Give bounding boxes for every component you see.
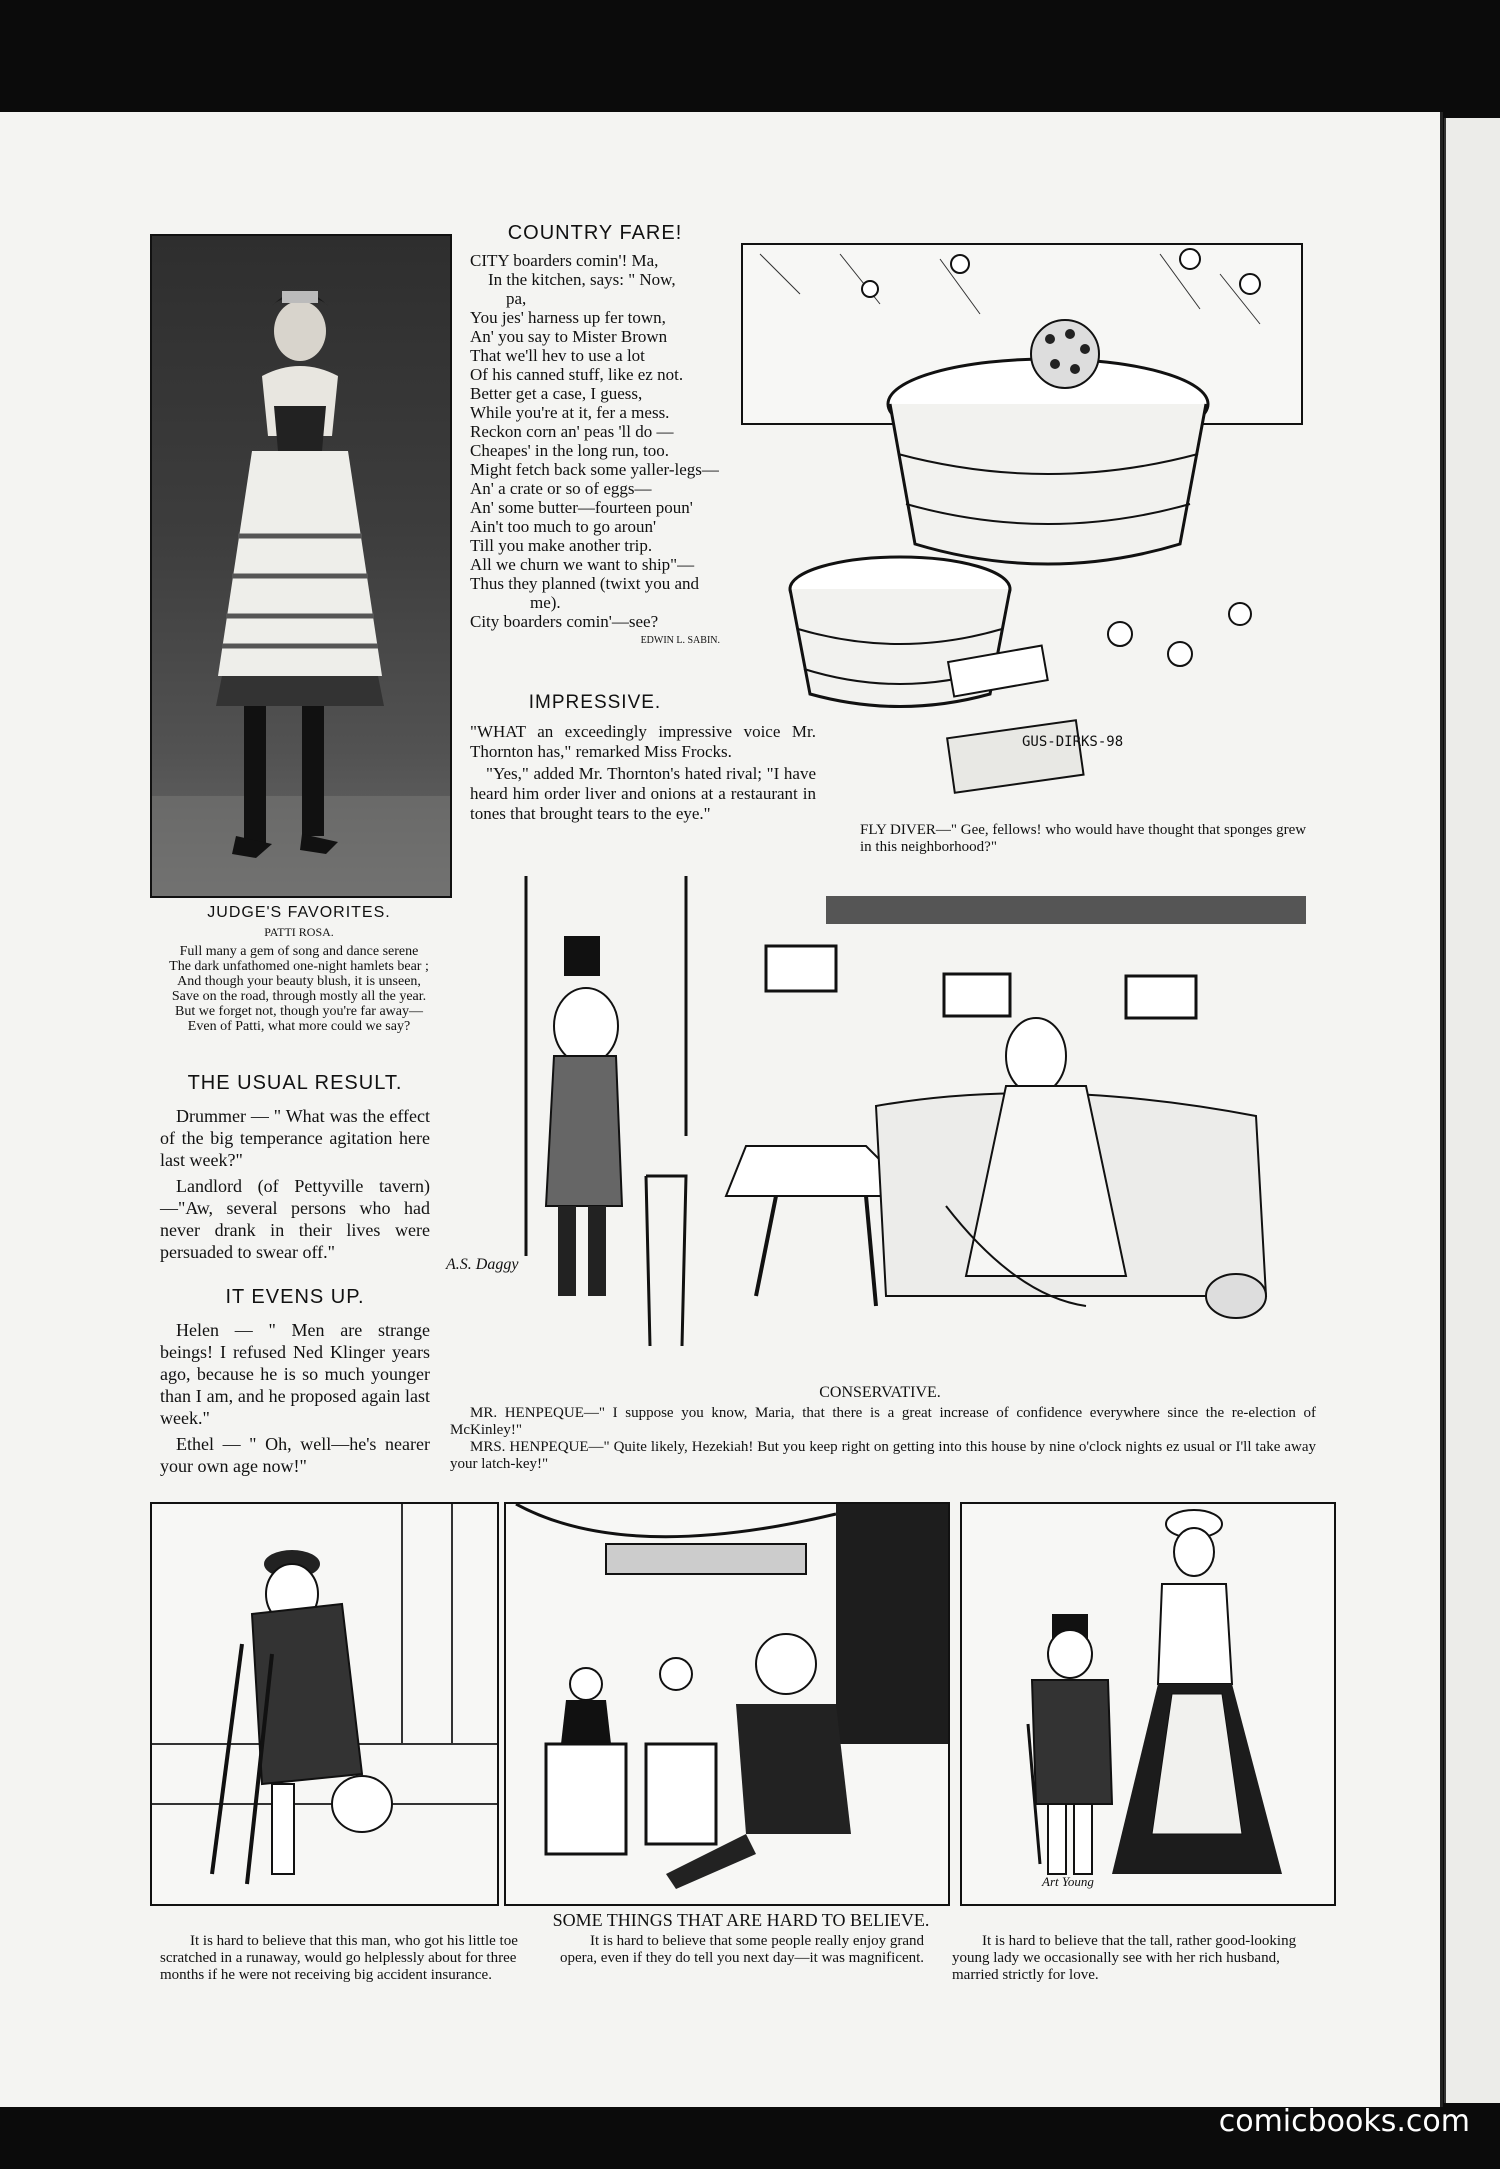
- next-page-edge: [1444, 118, 1500, 2103]
- panel-crutches: [150, 1502, 499, 1906]
- usual-result-article: [160, 1072, 430, 1263]
- evens-up-p2: Ethel — " Oh, well—he's nearer your own age now!": [160, 1434, 430, 1476]
- poem-line: Thus they planned (twixt you and: [470, 574, 699, 593]
- opera-audience-illustration: [506, 1504, 948, 1904]
- site-watermark: comicbooks.com: [1218, 2104, 1470, 2139]
- poem-line: Better get a case, I guess,: [470, 384, 643, 403]
- conservative-cartoon: [446, 876, 1312, 1360]
- crutches-man-illustration: [152, 1504, 497, 1904]
- verse-line: Full many a gem of song and dance serene: [179, 944, 419, 959]
- evens-up-title: IT EVENS UP.: [225, 1286, 365, 1308]
- fly-diver-caption: FLY DIVER—" Gee, fellows! who would have thought that sponges grew in this neighborhood?": [860, 822, 1307, 855]
- poem-line: You jes' harness up fer town,: [470, 308, 666, 327]
- verse-line: But we forget not, though you're far away—: [175, 1004, 423, 1019]
- usual-result-p1: Drummer — " What was the effect of the big temperance agitation here last week?": [160, 1106, 430, 1170]
- evens-up-article: [160, 1286, 430, 1477]
- verse-line: Save on the road, through mostly all the year.: [171, 989, 427, 1004]
- judges-favorites-subtitle: PATTI ROSA.: [264, 925, 334, 939]
- country-fare-lines: [470, 251, 720, 631]
- conservative-line1: MR. HENPEQUE—" I suppose you know, Maria, that there is a great increase of confidence everywhere since the re-election of McKinley!": [450, 1405, 1316, 1438]
- patti-rosa-photo: [150, 234, 452, 898]
- hard-to-believe-caption-2: It is hard to believe that some people really enjoy grand opera, even if they do tell you next day—it was magnificent.: [560, 1933, 925, 1966]
- impressive-p2: "Yes," added Mr. Thornton's hated rival; "I have heard him order liver and onions at a restaurant in tones that brought tears to the eye.": [470, 764, 816, 823]
- poem-line: Might fetch back some yaller-legs—: [470, 460, 719, 479]
- poem-line: An' a crate or so of eggs—: [470, 479, 652, 498]
- country-fare-title: COUNTRY FARE!: [507, 222, 683, 244]
- conservative-caption: [450, 1405, 1316, 1473]
- poem-line: Of his canned stuff, like ez not.: [470, 365, 684, 384]
- poem-line: me).: [530, 593, 561, 612]
- poem-line: In the kitchen, says: " Now,: [488, 270, 676, 289]
- poem-line: An' you say to Mister Brown: [470, 327, 668, 346]
- poem-line: City boarders comin'—see?: [470, 612, 659, 631]
- rich-couple-illustration: [962, 1504, 1334, 1904]
- daggy-signature: A.S. Daggy: [446, 1256, 519, 1273]
- gus-dirks-signature: GUS-DIRKS-98: [1022, 734, 1124, 750]
- hard-to-believe-title: SOME THINGS THAT ARE HARD TO BELIEVE.: [552, 1910, 930, 1930]
- dancer-figure: [152, 236, 450, 896]
- art-young-signature: Art Young: [1042, 1874, 1094, 1889]
- poem-line: Cheapes' in the long run, too.: [470, 441, 670, 460]
- poem-line: An' some butter—fourteen poun': [470, 498, 693, 517]
- poem-line: Ain't too much to go aroun': [470, 517, 657, 536]
- parlor-illustration: [446, 876, 1312, 1360]
- verse-line: And though your beauty blush, it is unseen,: [177, 974, 421, 989]
- hard-to-believe-caption-1: It is hard to believe that this man, who got his little toe scratched in a runaway, would go helplessly about for three months if he were not receiving big accident insurance.: [160, 1933, 518, 1983]
- usual-result-p2: Landlord (of Pettyville tavern)—"Aw, several persons who had never drank in their lives were persuaded to swear off.": [160, 1176, 430, 1262]
- verse-line: The dark unfathomed one-night hamlets bear ;: [169, 959, 429, 974]
- poem-line: Reckon corn an' peas 'll do —: [470, 422, 674, 441]
- impressive-p1: "WHAT an exceedingly impressive voice Mr. Thornton has," remarked Miss Frocks.: [470, 722, 816, 761]
- hard-to-believe-caption-3: It is hard to believe that the tall, rather good-looking young lady we occasionally see with her rich husband, married strictly for love.: [952, 1933, 1297, 1983]
- verse-line: Even of Patti, what more could we say?: [187, 1019, 411, 1034]
- poem-line: pa,: [506, 289, 527, 308]
- usual-result-title: THE USUAL RESULT.: [187, 1072, 403, 1094]
- poem-line: While you're at it, fer a mess.: [470, 403, 670, 422]
- fly-tub-illustration: [740, 214, 1306, 814]
- fly-diver-cartoon: [740, 214, 1306, 814]
- country-fare-author: EDWIN L. SABIN.: [640, 635, 720, 646]
- poem-line: Till you make another trip.: [470, 536, 653, 555]
- poem-line: All we churn we want to ship"—: [470, 555, 695, 574]
- country-fare-poem: [470, 222, 720, 646]
- judges-favorites-verse: [150, 944, 448, 1034]
- conservative-line2: MRS. HENPEQUE—" Quite likely, Hezekiah! But you keep right on getting into this house by nine o'clock nights ez usual or I'll take away your latch-key!": [450, 1439, 1316, 1472]
- poem-line: CITY boarders comin'! Ma,: [470, 251, 659, 270]
- panel-couple: [960, 1502, 1336, 1906]
- poem-line: That we'll hev to use a lot: [470, 346, 645, 365]
- evens-up-p1: Helen — " Men are strange beings! I refused Ned Klinger years ago, because he is so much younger than I am, and he proposed again last week.": [160, 1320, 430, 1428]
- judges-favorites-title: JUDGE'S FAVORITES.: [207, 904, 391, 921]
- impressive-title: IMPRESSIVE.: [528, 692, 662, 713]
- judges-favorites-block: [150, 904, 448, 1034]
- panel-opera: [504, 1502, 950, 1906]
- conservative-title: CONSERVATIVE.: [819, 1384, 941, 1401]
